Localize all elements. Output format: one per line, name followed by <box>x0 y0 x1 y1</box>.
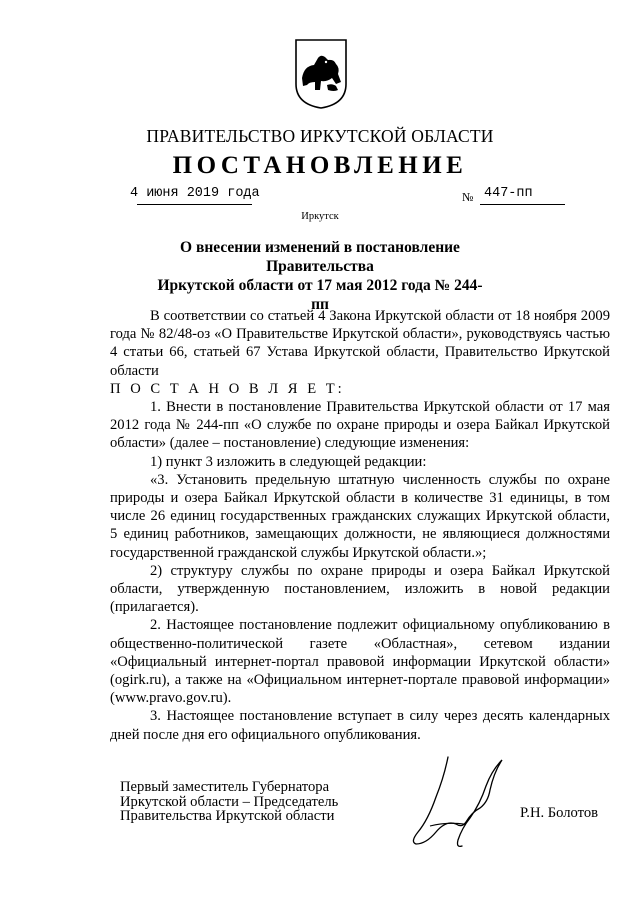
signatory-line-1: Первый заместитель Губернатора <box>120 779 330 795</box>
paragraph-1-item-1-text: «3. Установить предельную штатную численность службы по охране природы и озера Байкал Иркутской области в количестве 31 единицы, в том числе 26 единиц государственных гражданских служащих Иркутской области, 5 единиц работников, замещающих должности, не являющиеся должностями государственной гражданской службы Иркутской области.»; <box>110 471 610 561</box>
document-number: 447-пп <box>484 186 533 201</box>
date-underline <box>137 204 252 205</box>
subject-line-2: Иркутской области от 17 мая 2012 года № 244-пп <box>157 277 483 313</box>
coat-of-arms-icon <box>294 38 348 110</box>
city: Иркутск <box>301 211 339 222</box>
signatory-title <box>120 780 370 824</box>
handwritten-signature-icon <box>400 752 510 857</box>
paragraph-2: 2. Настоящее постановление подлежит официальному опубликованию в общественно-политической газете «Областная», сетевом издании «Официальный интернет-портал правовой информации Иркутской области» (ogirk.ru), а также на «Официальном интернет-портале правовой информации» (www.pravo.gov.ru). <box>110 617 610 707</box>
subject-line-1: О внесении изменений в постановление Правительства <box>180 239 460 275</box>
number-underline <box>480 204 565 205</box>
document-type: ПОСТАНОВЛЕНИЕ <box>172 152 468 179</box>
preamble: В соответствии со статьей 4 Закона Иркутской области от 18 ноября 2009 года № 82/48-оз «О Правительстве Иркутской области», руководствуясь частью 4 статьи 66, статьей 67 Устава Иркутской области, Правительство Иркутской области <box>110 308 610 379</box>
number-sign: № <box>462 190 474 204</box>
paragraph-1-item-2: 2) структуру службы по охране природы и озера Байкал Иркутской области, утвержденную постановлением, изложить в новой редакции (прилагается). <box>110 562 610 616</box>
document-body <box>110 307 610 744</box>
signatory-line-2: Иркутской области – Председатель <box>120 793 339 810</box>
government-title: ПРАВИТЕЛЬСТВО ИРКУТСКОЙ ОБЛАСТИ <box>146 126 494 146</box>
signatory-line-3: Правительства Иркутской области <box>120 808 335 824</box>
signatory-name: Р.Н. Болотов <box>520 805 599 821</box>
paragraph-1-item-1: 1) пункт 3 изложить в следующей редакции: <box>150 453 427 470</box>
document-subject <box>150 238 490 314</box>
paragraph-1: 1. Внести в постановление Правительства Иркутской области от 17 мая 2012 года № 244-пп «О службе по охране природы и озера Байкал Иркутской области» (далее – постановление) следующие изменения: <box>110 399 610 452</box>
resolves-heading: П О С Т А Н О В Л Я Е Т: <box>110 380 345 397</box>
document-date: 4 июня 2019 года <box>130 186 260 201</box>
paragraph-3: 3. Настоящее постановление вступает в силу через десять календарных дней после дня его официального опубликования. <box>110 708 610 743</box>
